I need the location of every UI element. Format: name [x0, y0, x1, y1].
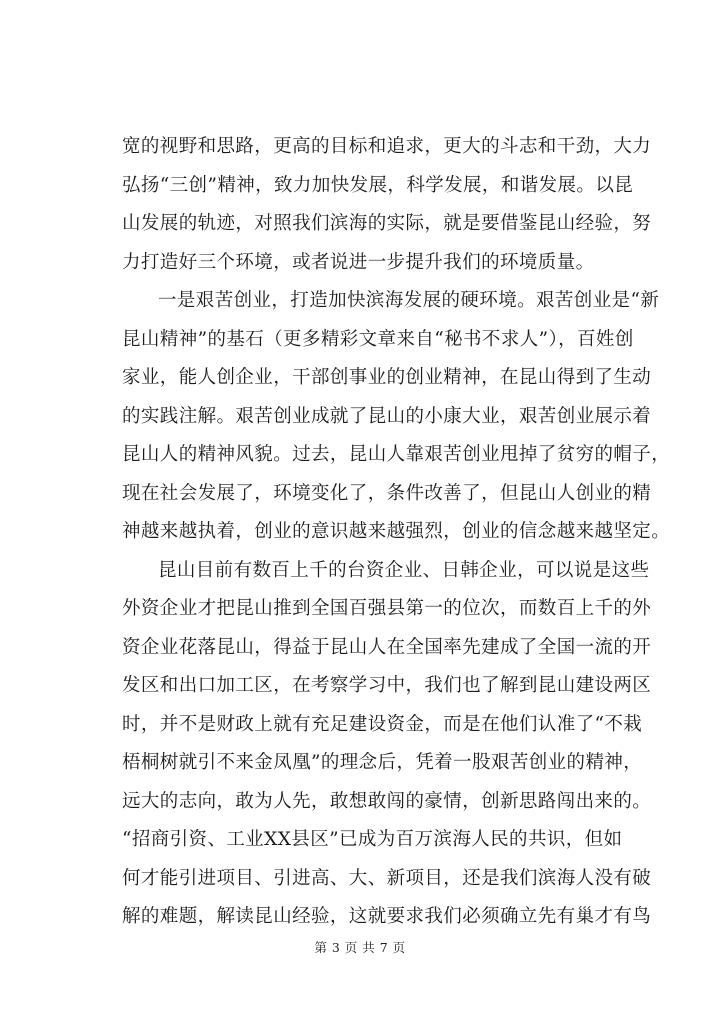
text-line: 外资企业才把昆山推到全国百强县第一的位次，而数百上千的外: [122, 598, 652, 619]
text-line: 发区和出口加工区，在考察学习中，我们也了解到昆山建设两区: [122, 675, 652, 696]
text-line: 宽的视野和思路，更高的目标和追求，更大的斗志和干劲，大力: [122, 136, 652, 157]
text-line: 现在社会发展了，环境变化了，条件改善了，但昆山人创业的精: [122, 482, 652, 504]
text-line: 的实践注解。艰苦创业成就了昆山的小康大业，艰苦创业展示着: [122, 405, 652, 427]
text-line: 山发展的轨迹，对照我们滨海的实际，就是要借鉴昆山经验，努: [122, 213, 652, 234]
text-line: 昆山精神”的基石（更多精彩文章来自“秘书不求人”），百姓创: [122, 328, 634, 350]
text-line: 解的难题，解读昆山经验，这就要求我们必须确立先有巢才有鸟: [122, 906, 652, 927]
text-line: “招商引资、工业XX县区”已成为百万滨海人民的共识，但如: [122, 829, 623, 850]
text-line: 时，并不是财政上就有充足建设资金，而是在他们认准了“不栽: [122, 713, 643, 735]
text-line: 资企业花落昆山，得益于昆山人在全国率先建成了全国一流的开: [122, 636, 652, 658]
paragraph-start-line: 昆山目前有数百上千的台资企业、日韩企业，可以说是这些: [158, 559, 650, 581]
text-line: 弘扬“三创”精神，致力加快发展，科学发展，和谐发展。以昆: [122, 174, 634, 196]
text-line: 何才能引进项目、引进高、大、新项目，还是我们滨海人没有破: [122, 867, 652, 889]
document-body: [122, 128, 671, 937]
text-line: 力打造好三个环境，或者说进一步提升我们的环境质量。: [122, 251, 595, 273]
text-line: 远大的志向，敢为人先，敢想敢闯的豪情，创新思路闯出来的。: [122, 790, 652, 812]
page-number-footer: 第 3 页 共 7 页: [314, 940, 406, 955]
paragraph-start-line: 一是艰苦创业，打造加快滨海发展的硬环境。艰苦创业是“新: [158, 290, 660, 311]
text-line: 家业，能人创企业，干部创事业的创业精神，在昆山得到了生动: [122, 367, 652, 388]
text-line: 昆山人的精神风貌。过去，昆山人靠艰苦创业甩掉了贫穷的帽子，: [122, 444, 671, 465]
text-line: 梧桐树就引不来金凤凰”的理念后，凭着一股艰苦创业的精神，: [122, 752, 643, 773]
text-line: 神越来越执着，创业的意识越来越强烈，创业的信念越来越坚定。: [122, 521, 671, 542]
